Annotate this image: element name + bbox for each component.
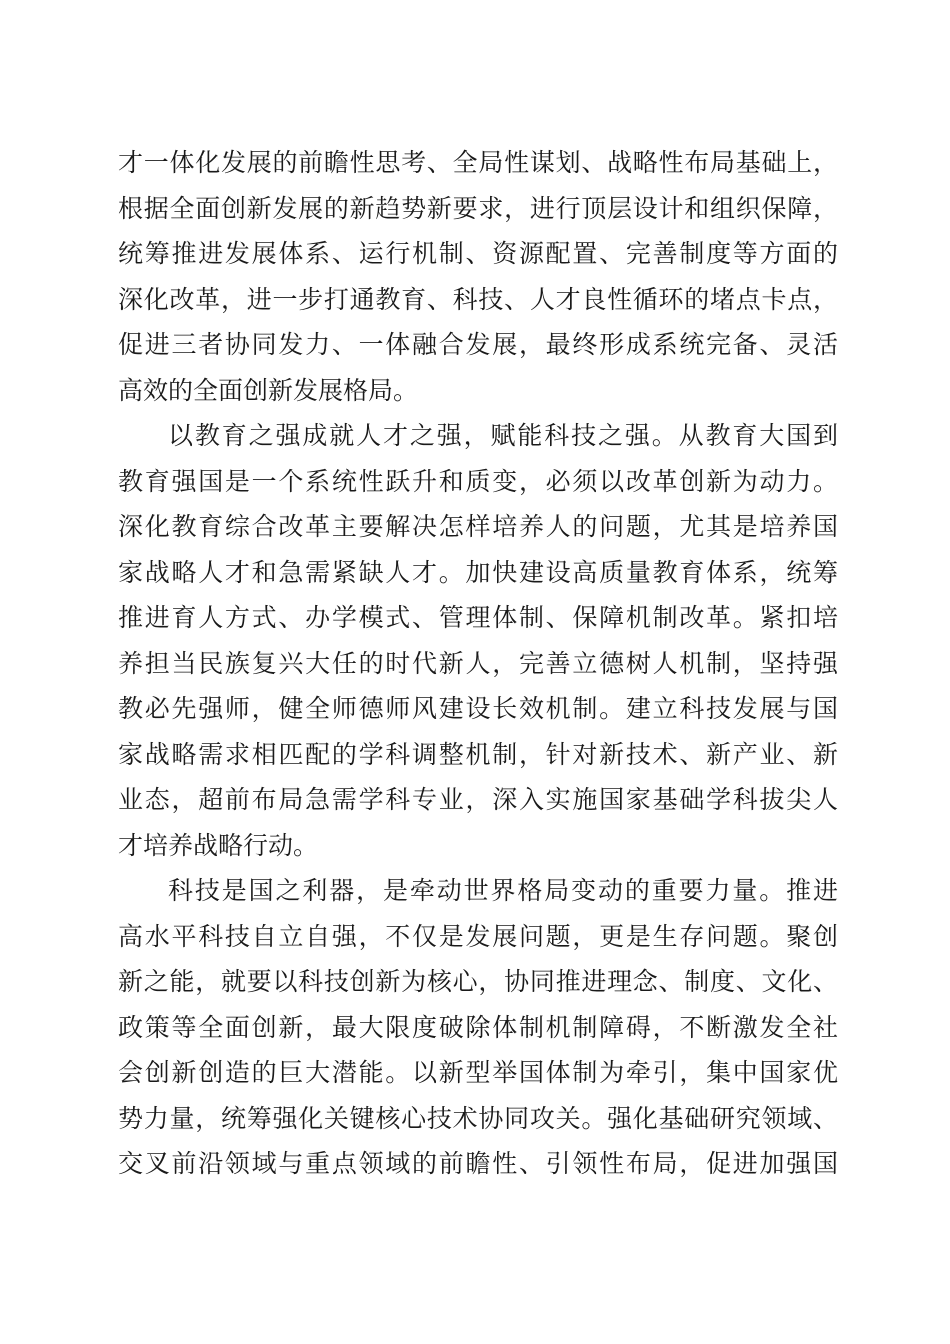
text-line: 才培养战略行动。 bbox=[118, 830, 319, 860]
text-line: 促进三者协同发力、一体融合发展，最终形成系统完备、灵活 bbox=[118, 330, 840, 359]
text-line: 教必先强师，健全师德师风建设长效机制。建立科技发展与国 bbox=[118, 694, 840, 723]
text-line: 交叉前沿领域与重点领域的前瞻性、引领性布局，促进加强国 bbox=[118, 1149, 840, 1178]
paragraph bbox=[118, 868, 838, 1187]
text-line: 统筹推进发展体系、运行机制、资源配置、完善制度等方面的 bbox=[118, 239, 840, 268]
text-line: 教育强国是一个系统性跃升和质变，必须以改革创新为动力。 bbox=[118, 466, 840, 496]
text-line: 科技是国之利器，是牵动世界格局变动的重要力量。推进 bbox=[168, 876, 840, 905]
text-line: 业态，超前布局急需学科专业，深入实施国家基础学科拔尖人 bbox=[118, 785, 840, 814]
paragraph bbox=[118, 413, 838, 868]
text-line: 才一体化发展的前瞻性思考、全局性谋划、战略性布局基础上， bbox=[118, 148, 839, 177]
text-line: 养担当民族复兴大任的时代新人，完善立德树人机制，坚持强 bbox=[118, 648, 840, 678]
text-line: 以教育之强成就人才之强，赋能科技之强。从教育大国到 bbox=[168, 421, 840, 450]
text-line: 家战略需求相匹配的学科调整机制，针对新技术、新产业、新 bbox=[118, 739, 840, 769]
text-line: 会创新创造的巨大潜能。以新型举国体制为牵引，集中国家优 bbox=[118, 1058, 840, 1087]
text-line: 家战略人才和急需紧缺人才。加快建设高质量教育体系，统筹 bbox=[118, 557, 840, 587]
text-line: 根据全面创新发展的新趋势新要求，进行顶层设计和组织保障， bbox=[118, 193, 839, 223]
text-line: 高水平科技自立自强，不仅是发展问题，更是生存问题。聚创 bbox=[118, 921, 840, 951]
paragraph bbox=[118, 140, 838, 413]
text-line: 新之能，就要以科技创新为核心，协同推进理念、制度、文化、 bbox=[118, 967, 839, 996]
body-text bbox=[118, 140, 838, 1187]
text-line: 深化教育综合改革主要解决怎样培养人的问题，尤其是培养国 bbox=[118, 512, 840, 541]
text-line: 势力量，统筹强化关键核心技术协同攻关。强化基础研究领域、 bbox=[118, 1103, 839, 1133]
text-line: 深化改革，进一步打通教育、科技、人才良性循环的堵点卡点， bbox=[118, 284, 839, 314]
text-line: 政策等全面创新，最大限度破除体制机制障碍，不断激发全社 bbox=[118, 1012, 840, 1042]
text-line: 高效的全面创新发展格局。 bbox=[118, 375, 419, 405]
text-line: 推进育人方式、办学模式、管理体制、保障机制改革。紧扣培 bbox=[118, 603, 840, 632]
